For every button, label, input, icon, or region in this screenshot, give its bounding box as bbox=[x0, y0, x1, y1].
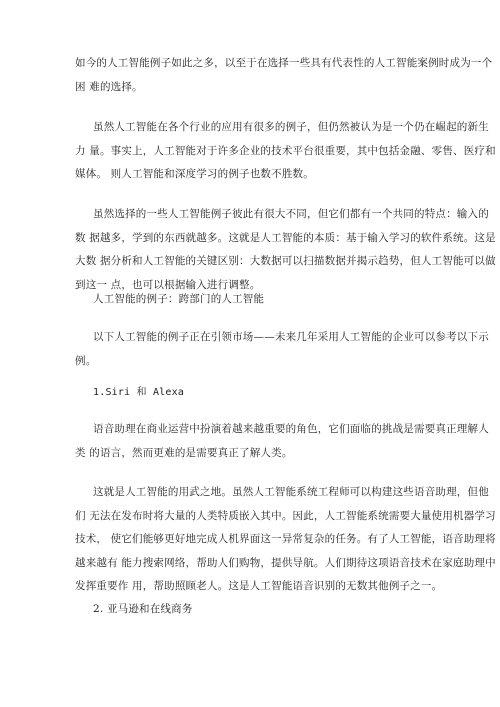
paragraph-line: 语音助理在商业运营中扮演着越来越重要的角色，它们面临的挑战是需要真正理解人 bbox=[93, 423, 489, 435]
paragraph-intro bbox=[75, 52, 493, 99]
paragraph-line: 这就是人工智能的用武之地。虽然人工智能系统工程师可以构建这些语音助理，但他 bbox=[93, 486, 489, 498]
paragraph-line: 大数 据分析和人工智能的关键区别：大数据可以扫描数据并揭示趋势，但人工智能可以做 bbox=[75, 255, 496, 267]
heading-line: 1.Siri 和 Alexa bbox=[93, 387, 185, 398]
paragraph-line: 力 量。事实上，人工智能对于许多企业的技术平台很重要，其中包括金融、零售、医疗和 bbox=[75, 144, 496, 157]
paragraph-line: 虽然选择的一些人工智能例子彼此有很大不同，但它们都有一个共同的特点：输入的 bbox=[93, 208, 489, 220]
section-heading-siri-alexa bbox=[93, 381, 435, 405]
paragraph-line: 媒体。 则人工智能和深度学习的例子也数不胜数。 bbox=[75, 168, 314, 180]
paragraph-common-feature bbox=[75, 203, 496, 297]
paragraph-voice-assistants bbox=[75, 418, 489, 465]
paragraph-line: 数 据越多，学到的东西就越多。这就是人工智能的本质：基于输入学习的软件系统。这是 bbox=[75, 231, 496, 244]
paragraph-industry-applications bbox=[75, 116, 496, 187]
heading-line: 人工智能的例子：跨部门的人工智能 bbox=[93, 293, 265, 305]
paragraph-line: 例。 bbox=[75, 354, 97, 367]
paragraph-line: 如今的人工智能例子如此之多，以至于在选择一些具有代表性的人工智能案例时成为一个 bbox=[75, 57, 493, 69]
paragraph-line: 技术， 使它们能够更好地完成人机界面这一异常复杂的任务。有了人工智能，语音助理将 bbox=[75, 533, 496, 545]
heading-line: 2. 亚马逊和在线商务 bbox=[93, 603, 193, 615]
paragraph-line: 到这一 点，也可以根据输入进行调整。 bbox=[75, 278, 261, 291]
paragraph-examples-intro bbox=[75, 326, 489, 373]
paragraph-ai-use-case bbox=[75, 481, 496, 599]
section-heading-amazon bbox=[93, 598, 435, 622]
paragraph-line: 们 无法在发布时将大量的人类特质嵌入其中。因此，人工智能系统需要大量使用机器学习 bbox=[75, 509, 496, 522]
paragraph-line: 类 的语言，然而更难的是需要真正了解人类。 bbox=[75, 446, 293, 459]
paragraph-line: 发挥重要作 用，帮助照顾老人。这是人工智能语音识别的无数其他例子之一。 bbox=[75, 580, 443, 592]
section-heading-cross-sector bbox=[93, 288, 435, 312]
paragraph-line: 困 难的选择。 bbox=[75, 80, 143, 93]
paragraph-line: 越来越有 能力搜索网络，帮助人们购物，提供导航。人们期待这项语音技术在家庭助理中 bbox=[75, 556, 496, 569]
paragraph-line: 以下人工智能的例子正在引领市场——未来几年采用人工智能的企业可以参考以下示 bbox=[93, 331, 489, 343]
paragraph-line: 虽然人工智能在各个行业的应用有很多的例子，但仍然被认为是一个仍在崛起的新生 bbox=[93, 121, 489, 133]
